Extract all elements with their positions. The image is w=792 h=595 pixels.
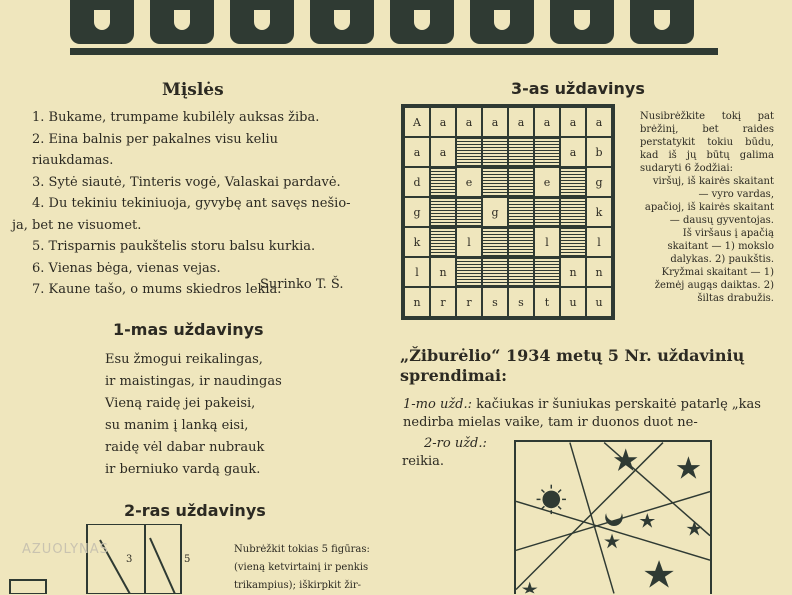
- task2-text-line: (vieną ketvirtainį ir penkis: [234, 562, 369, 573]
- moon-icon: [605, 513, 623, 526]
- sol2-label: 2-ro užd.:: [424, 436, 487, 451]
- riddle-item: 4. Du tekiniu tekiniuoja, gyvybę ant savęs nešio-: [32, 196, 351, 211]
- grid-cell: g: [482, 197, 508, 227]
- instruction-line: Iš viršaus į apačią skaitant — 1) mokslo dalykas. 2) paukštis.: [667, 228, 774, 265]
- grid-cell: g: [404, 197, 430, 227]
- grid-cell: e: [534, 167, 560, 197]
- grid-cell: [560, 167, 586, 197]
- poem-line: ir maistingas, ir naudingas: [105, 374, 282, 389]
- grid-cell: [482, 257, 508, 287]
- grid-cell: A: [404, 107, 430, 137]
- grid-cell: [482, 227, 508, 257]
- grid-cell: e: [456, 167, 482, 197]
- poem-line: Esu žmogui reikalingas,: [105, 352, 263, 367]
- task3-instructions: [640, 110, 774, 305]
- sol2-continuation: reikia.: [402, 454, 444, 469]
- riddles-list: [12, 107, 362, 301]
- grid-cell: r: [430, 287, 456, 317]
- solutions-title: „Žiburėlio“ 1934 metų 5 Nr. uždavinių sprendimai:: [400, 346, 745, 385]
- star-icon: [644, 560, 673, 587]
- grid-cell: [508, 257, 534, 287]
- poem-line: su manim į lanką eisi,: [105, 418, 249, 433]
- masthead-rule: [70, 48, 718, 55]
- grid-cell: [560, 227, 586, 257]
- riddle-item: 2. Eina balnis per pakalnes visu keliu riaukdamas.: [32, 131, 279, 168]
- riddles-heading: Mįslės: [162, 80, 224, 100]
- task2-title: 2-ras uždavinys: [124, 501, 266, 520]
- star-icon: [604, 534, 620, 549]
- grid-cell: [508, 197, 534, 227]
- riddle-item: 5. Trisparnis paukštelis storu balsu kurkia.: [32, 239, 316, 254]
- instruction-line: Nusibrėžkite tokį pat brėžinį, bet raides perstatykit tokiu būdu, kad iš jų būtų galima sudaryti 6 žodžiai:: [640, 111, 774, 174]
- grid-cell: l: [404, 257, 430, 287]
- sol1-text: kačiukas ir šuniukas perskaitė patarlę „kas nedirba mielas vaike, tam ir duonos duot ne-: [403, 397, 761, 430]
- task2-text: [234, 541, 394, 595]
- grid-cell: k: [404, 227, 430, 257]
- grid-cell: r: [456, 287, 482, 317]
- grid-cell: g: [586, 167, 612, 197]
- grid-cell: l: [586, 227, 612, 257]
- riddle-item: 7. Kaune tašo, o mums skiedros lekia.: [32, 282, 282, 297]
- task3-title: 3-as uždavinys: [511, 79, 645, 98]
- figure-label-5: 5: [184, 554, 191, 565]
- task2-text-line: trikampius); iškirpkit žir-: [234, 580, 361, 591]
- solution-1: [403, 396, 773, 432]
- grid-cell: a: [456, 107, 482, 137]
- task1-title: 1-mas uždavinys: [113, 320, 264, 339]
- grid-cell: s: [508, 287, 534, 317]
- star-icon: [614, 448, 638, 471]
- star-icon: [686, 521, 702, 536]
- grid-cell: [508, 137, 534, 167]
- grid-cell: s: [482, 287, 508, 317]
- grid-cell: k: [586, 197, 612, 227]
- figure-label-3: 3: [126, 554, 133, 565]
- grid-cell: l: [534, 227, 560, 257]
- grid-cell: [560, 197, 586, 227]
- grid-cell: a: [508, 107, 534, 137]
- grid-cell: [456, 197, 482, 227]
- poem-line: ir berniuko vardą gauk.: [105, 462, 261, 477]
- grid-cell: [482, 137, 508, 167]
- grid-cell: n: [404, 287, 430, 317]
- task2-figures: [0, 524, 220, 594]
- grid-cell: a: [430, 137, 456, 167]
- letter-grid: [401, 104, 615, 320]
- grid-cell: t: [534, 287, 560, 317]
- grid-cell: [456, 257, 482, 287]
- grid-cell: n: [430, 257, 456, 287]
- star-icon: [522, 582, 538, 594]
- grid-cell: n: [560, 257, 586, 287]
- grid-cell: a: [586, 107, 612, 137]
- grid-cell: [534, 257, 560, 287]
- grid-cell: [534, 137, 560, 167]
- grid-cell: [508, 167, 534, 197]
- sol1-label: 1-mo užd.:: [403, 397, 473, 412]
- riddle-item: 6. Vienas bėga, vienas vejas.: [32, 260, 221, 276]
- grid-cell: u: [586, 287, 612, 317]
- grid-cell: a: [560, 137, 586, 167]
- task2-text-line: Nubrėžkit tokias 5 figūras:: [234, 544, 370, 555]
- watermark: AZUOLYNAS: [22, 542, 109, 557]
- instruction-line: viršuj, iš kairės skaitant — vyro vardas,: [652, 176, 774, 200]
- grid-cell: [456, 137, 482, 167]
- grid-cell: b: [586, 137, 612, 167]
- instruction-line: apačioj, iš kairės skaitant — dausų gyventojas.: [644, 202, 774, 226]
- grid-cell: [508, 227, 534, 257]
- grid-cell: [482, 167, 508, 197]
- star-icon: [639, 513, 655, 528]
- masthead-title-art: [70, 0, 718, 48]
- grid-cell: [430, 197, 456, 227]
- grid-cell: [430, 167, 456, 197]
- grid-cell: l: [456, 227, 482, 257]
- poem-line: Vieną raidę jei pakeisi,: [105, 396, 256, 411]
- star-icon: [677, 456, 701, 479]
- star-puzzle-figure: [514, 440, 712, 594]
- riddle-item: 3. Sytė siautė, Tinteris vogė, Valaskai pardavė.: [32, 174, 341, 190]
- grid-cell: a: [534, 107, 560, 137]
- grid-cell: [534, 197, 560, 227]
- riddle-item: 1. Bukame, trumpame kubilėly auksas žiba.: [32, 110, 320, 125]
- instruction-line: Kryžmai skaitant — 1) žemėj augąs daiktas. 2) šiltas drabužis.: [654, 267, 774, 304]
- grid-cell: a: [560, 107, 586, 137]
- grid-cell: u: [560, 287, 586, 317]
- grid-cell: a: [482, 107, 508, 137]
- grid-cell: [430, 227, 456, 257]
- grid-cell: a: [430, 107, 456, 137]
- riddles-credit: Surinko T. Š.: [260, 277, 344, 292]
- poem-line: raidę vėl dabar nubrauk: [105, 440, 265, 455]
- grid-cell: d: [404, 167, 430, 197]
- grid-cell: a: [404, 137, 430, 167]
- riddle-item-continuation: ja, bet ne visuomet.: [12, 217, 142, 233]
- grid-cell: n: [586, 257, 612, 287]
- task1-poem: [105, 349, 282, 481]
